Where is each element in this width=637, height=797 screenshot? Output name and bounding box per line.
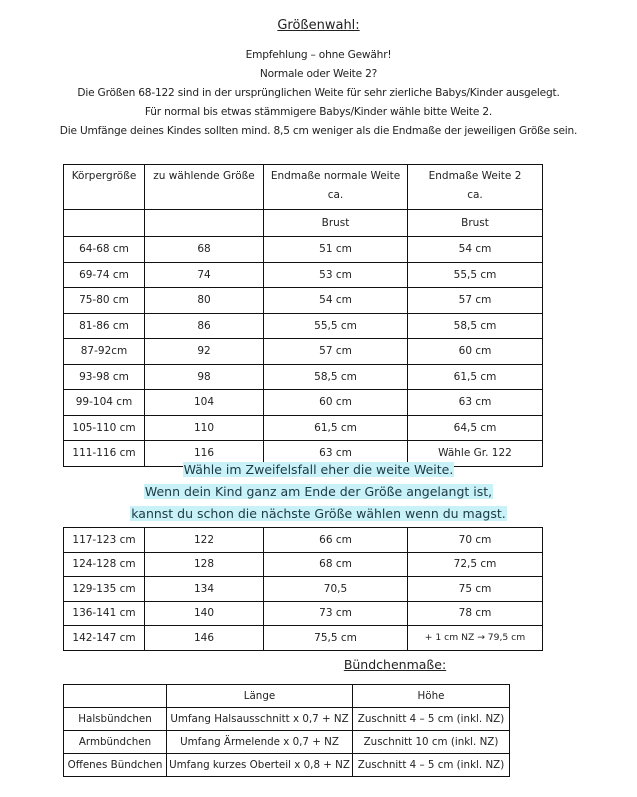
table-row [64,626,543,651]
intro-line: Normale oder Weite 2? [259,68,378,80]
note-line: Wähle im Zweifelsfall eher die weite Weite. [183,462,454,477]
table-cell: 99-104 cm [64,390,145,416]
table-cell: 129-135 cm [64,577,145,602]
table-cell: 73 cm [264,601,408,626]
intro-line: Die Umfänge deines Kindes sollten mind. 8,5 cm weniger als die Endmaße der jeweiligen Größe sein. [59,125,578,137]
table-cell: 66 cm [264,528,408,553]
table-cell: 55,5 cm [408,262,543,288]
table-row [64,288,543,314]
table-cell: Offenes Bündchen [64,754,167,777]
table-cell: Armbündchen [64,731,167,754]
table-header-row [64,685,510,708]
measure-row [64,210,543,237]
table-cell: Zuschnitt 10 cm (inkl. NZ) [353,731,510,754]
table-cell: 98 [145,364,264,390]
table-cell: 55,5 cm [264,313,408,339]
table-cell: Zuschnitt 4 – 5 cm (inkl. NZ) [353,754,510,777]
table-cell: 57 cm [264,339,408,365]
note-line: kannst du schon die nächste Größe wählen wenn du magst. [131,506,506,521]
table-cell: 146 [145,626,264,651]
table-row [64,577,543,602]
table-cell: 111-116 cm [64,441,145,467]
table-cell: 75 cm [408,577,543,602]
intro-text [0,46,637,141]
table-cell: 80 [145,288,264,314]
size-table-continued [63,527,543,651]
table-row [64,364,543,390]
table-cell: Brust [408,210,543,237]
table-cell: 81-86 cm [64,313,145,339]
table-cell [145,210,264,237]
cuff-title: Bündchenmaße: [343,657,447,672]
table-cell: Brust [264,210,408,237]
table-cell: Halsbündchen [64,708,167,731]
table-cell: 78 cm [408,601,543,626]
table-cell: 124-128 cm [64,552,145,577]
table-cell: 63 cm [264,441,408,467]
table-cell: 68 cm [264,552,408,577]
table-cell: 87-92cm [64,339,145,365]
table-cell: 54 cm [408,237,543,263]
table-row [64,731,510,754]
table-cell: 64-68 cm [64,237,145,263]
table-header-row [64,165,543,210]
table-row [64,601,543,626]
table-row [64,415,543,441]
page-title: Größenwahl: [277,18,360,33]
table-cell: 70 cm [408,528,543,553]
table-row [64,708,510,731]
table-cell: 68 [145,237,264,263]
table-row [64,339,543,365]
table-cell: 116 [145,441,264,467]
table-cell: 134 [145,577,264,602]
size-table-body [64,237,543,467]
table-cell: 61,5 cm [408,364,543,390]
table-row [64,528,543,553]
table-cell: 75,5 cm [264,626,408,651]
note-line: Wenn dein Kind ganz am Ende der Größe angelangt ist, [144,484,493,499]
table-cell: 69-74 cm [64,262,145,288]
cuff-table [63,684,510,777]
intro-line: Empfehlung – ohne Gewähr! [245,49,392,61]
header-cell: Endmaße Weite 2 ca. [408,165,543,210]
header-cell: Höhe [353,685,510,708]
table-cell: Umfang Halsausschnitt x 0,7 + NZ [167,708,353,731]
table-cell: 54 cm [264,288,408,314]
table-cell: 58,5 cm [408,313,543,339]
highlighted-note [0,459,637,525]
table-cell: Umfang kurzes Oberteil x 0,8 + NZ [167,754,353,777]
table-cell: 72,5 cm [408,552,543,577]
table-cell: 142-147 cm [64,626,145,651]
table-row [64,552,543,577]
table-cell: 117-123 cm [64,528,145,553]
intro-line: Für normal bis etwas stämmigere Babys/Kinder wähle bitte Weite 2. [144,106,493,118]
intro-line: Die Größen 68-122 sind in der ursprünglichen Weite für sehr zierliche Babys/Kinder ausgelegt. [77,87,560,99]
table-row [64,390,543,416]
table-cell: 122 [145,528,264,553]
header-cell: zu wählende Größe [145,165,264,210]
table-cell: Umfang Ärmelende x 0,7 + NZ [167,731,353,754]
table-cell: Wähle Gr. 122 [408,441,543,467]
table-cell: 61,5 cm [264,415,408,441]
header-cell: Körpergröße [64,165,145,210]
table-row [64,313,543,339]
header-cell: Endmaße normale Weite ca. [264,165,408,210]
table-cell: 92 [145,339,264,365]
table-row [64,262,543,288]
table-cell: 64,5 cm [408,415,543,441]
table-cell: + 1 cm NZ → 79,5 cm [408,626,543,651]
table-cell: 86 [145,313,264,339]
table-cell: 105-110 cm [64,415,145,441]
table-cell: 58,5 cm [264,364,408,390]
table-cell: 74 [145,262,264,288]
size-table-continued-body [64,528,543,651]
header-cell: Länge [167,685,353,708]
table-cell: 63 cm [408,390,543,416]
table-row [64,237,543,263]
table-cell: 104 [145,390,264,416]
table-cell: 60 cm [264,390,408,416]
table-cell: 51 cm [264,237,408,263]
table-cell: 128 [145,552,264,577]
table-cell: Zuschnitt 4 – 5 cm (inkl. NZ) [353,708,510,731]
table-cell: 140 [145,601,264,626]
table-cell: 110 [145,415,264,441]
table-cell: 75-80 cm [64,288,145,314]
table-cell: 93-98 cm [64,364,145,390]
table-row [64,754,510,777]
table-cell: 57 cm [408,288,543,314]
table-cell: 136-141 cm [64,601,145,626]
table-cell [64,210,145,237]
table-cell: 53 cm [264,262,408,288]
size-table [63,164,543,467]
cuff-table-body [64,708,510,777]
table-cell: 60 cm [408,339,543,365]
header-cell [64,685,167,708]
table-cell: 70,5 [264,577,408,602]
